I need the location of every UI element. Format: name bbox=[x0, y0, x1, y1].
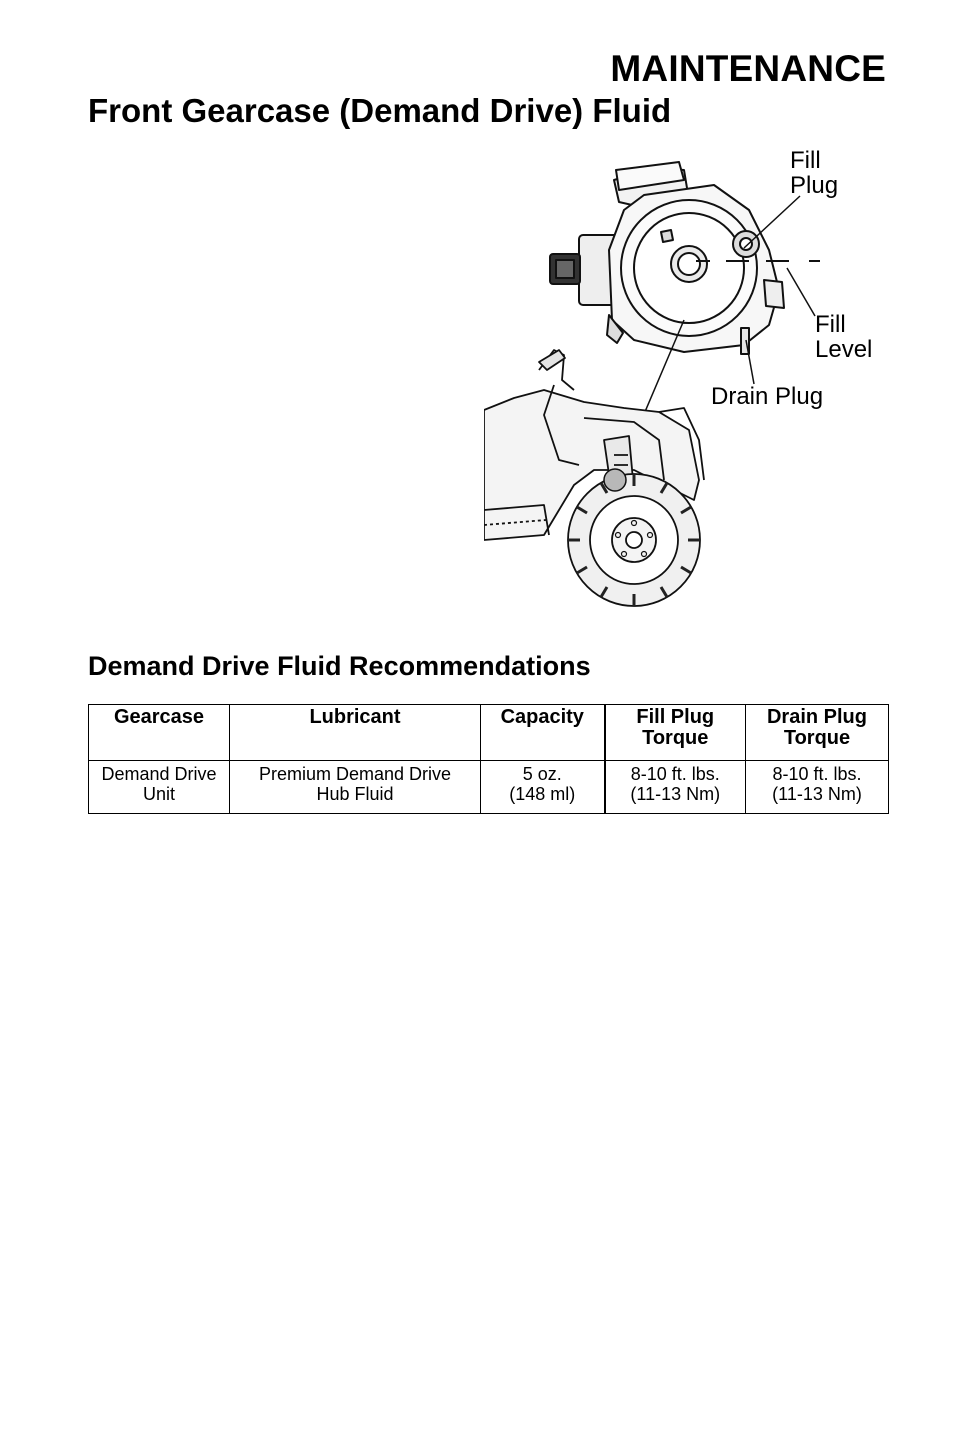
fluid-recommendations-table bbox=[88, 704, 889, 814]
gearcase-location-marker bbox=[604, 469, 626, 491]
column-header-drain-plug-torque: Drain Plug Torque bbox=[746, 705, 889, 761]
table-row bbox=[89, 761, 889, 814]
cell-line: 8-10 ft. lbs. bbox=[772, 764, 862, 784]
cell-line: Unit bbox=[142, 784, 175, 804]
page-title: Front Gearcase (Demand Drive) Fluid bbox=[88, 92, 672, 129]
cell-line: (11-13 Nm) bbox=[772, 784, 862, 804]
column-header-gearcase: Gearcase bbox=[89, 705, 230, 761]
table-header-row bbox=[89, 705, 889, 761]
front-wheel bbox=[568, 474, 700, 606]
cell-drain-plug-torque bbox=[746, 761, 889, 814]
section-label: MAINTENANCE bbox=[610, 48, 886, 89]
cell-line: Premium Demand Drive bbox=[258, 764, 452, 784]
cell-fill-plug-torque bbox=[605, 761, 746, 814]
recommendations-title: Demand Drive Fluid Recommendations bbox=[88, 651, 591, 681]
gearcase-housing bbox=[550, 162, 784, 354]
column-header-lubricant: Lubricant bbox=[230, 705, 481, 761]
cell-line: Demand Drive bbox=[101, 764, 217, 784]
cell-lubricant bbox=[230, 761, 481, 814]
column-header-fill-plug-torque: Fill Plug Torque bbox=[605, 705, 746, 761]
drain-plug-callout: Drain Plug bbox=[711, 383, 824, 410]
column-header-capacity: Capacity bbox=[481, 705, 605, 761]
gearcase-illustration bbox=[484, 140, 904, 615]
atv-gearcase-drawing bbox=[484, 140, 904, 615]
cell-line: (148 ml) bbox=[509, 784, 576, 804]
cell-gearcase bbox=[89, 761, 230, 814]
cell-line: 8-10 ft. lbs. bbox=[630, 764, 720, 784]
cell-line: (11-13 Nm) bbox=[630, 784, 721, 804]
cell-capacity bbox=[481, 761, 605, 814]
cell-line: 5 oz. bbox=[522, 764, 562, 784]
fill-level-callout: Fill Level bbox=[815, 311, 873, 363]
fill-plug-callout: Fill Plug bbox=[790, 147, 839, 199]
cell-line: Hub Fluid bbox=[316, 784, 394, 804]
